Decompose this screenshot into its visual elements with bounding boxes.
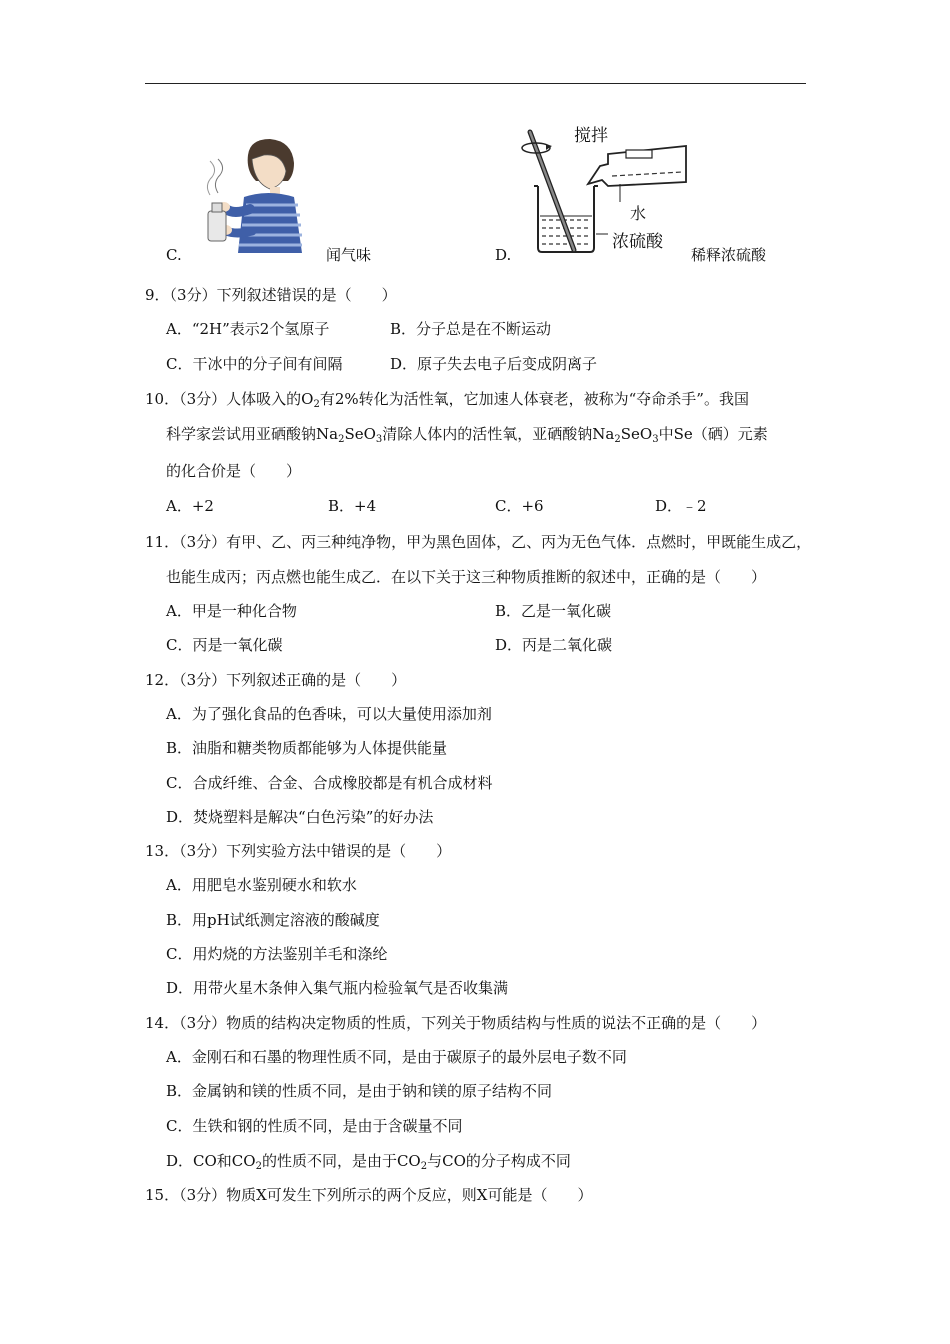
question-9-stem: 9．（3分）下列叙述错误的是（ ） — [145, 286, 397, 304]
stir-label: 搅拌 — [574, 126, 608, 146]
question-14-option-b: B．金属钠和镁的性质不同，是由于钠和镁的原子结构不同 — [166, 1082, 553, 1100]
water-label: 水 — [630, 204, 647, 223]
question-11-stem-line2: 也能生成丙；丙点燃也能生成乙．在以下关于这三种物质推断的叙述中，正确的是（ ） — [166, 568, 767, 586]
question-11-option-d: D．丙是二氧化碳 — [495, 636, 613, 654]
question-10-option-a: A．+2 — [166, 497, 214, 515]
question-13-option-c: C．用灼烧的方法鉴别羊毛和涤纶 — [166, 945, 388, 963]
question-10-option-b: B．+4 — [328, 497, 377, 515]
question-14-option-c: C．生铁和钢的性质不同，是由于含碳量不同 — [166, 1117, 463, 1135]
header-rule — [145, 83, 806, 84]
question-9-option-d: D．原子失去电子后变成阴离子 — [390, 355, 598, 373]
question-12-stem: 12．（3分）下列叙述正确的是（ ） — [145, 671, 407, 689]
smelling-illustration — [190, 135, 310, 253]
question-14-option-d: D．CO和$CO_2$的性质不同，是由于$CO_2$与CO的分子构成不同 — [166, 1152, 571, 1172]
question-9-option-c: C．干冰中的分子间有间隔 — [166, 355, 343, 373]
question-9-option-b: B．分子总是在不断运动 — [390, 320, 552, 338]
question-13-stem: 13．（3分）下列实验方法中错误的是（ ） — [145, 842, 452, 860]
question-14-stem: 14．（3分）物质的结构决定物质的性质，下列关于物质结构与性质的说法不正确的是（ ） — [145, 1014, 767, 1032]
question-14-option-a: A．金刚石和石墨的物理性质不同，是由于碳原子的最外层电子数不同 — [166, 1048, 627, 1066]
question-11-stem-line1: 11．（3分）有甲、乙、丙三种纯净物，甲为黑色固体，乙、丙为无色气体．点燃时，甲既能生成乙， — [145, 533, 812, 551]
question-12-option-d: D．焚烧塑料是解决“白色污染”的好办法 — [166, 808, 434, 826]
acid-label: 浓硫酸 — [612, 232, 663, 252]
question-10-stem-line2: 科学家尝试用亚硒酸钠$Na_2SeO_3$清除人体内的活性氧，亚硒酸钠$Na_2SeO_3$中Se（硒）元素 — [166, 425, 768, 445]
question-12-option-b: B．油脂和糖类物质都能够为人体提供能量 — [166, 739, 448, 757]
question-11-option-a: A．甲是一种化合物 — [166, 602, 297, 620]
question-10-option-d: D．﹣2 — [655, 497, 707, 515]
question-12-option-a: A．为了强化食品的色香味，可以大量使用添加剂 — [166, 705, 492, 723]
question-10-stem-line3: 的化合价是（ ） — [166, 462, 302, 480]
question-9-option-a: A．“2H”表示2个氢原子 — [166, 320, 330, 338]
question-11-option-b: B．乙是一氧化碳 — [495, 602, 612, 620]
question-15-stem: 15．（3分）物质X可发生下列所示的两个反应，则X可能是（ ） — [145, 1186, 593, 1204]
option-c-caption: 闻气味 — [326, 246, 372, 264]
option-c-letter: C. — [166, 246, 182, 264]
question-12-option-c: C．合成纤维、合金、合成橡胶都是有机合成材料 — [166, 774, 493, 792]
option-d-letter: D. — [495, 246, 512, 264]
question-11-option-c: C．丙是一氧化碳 — [166, 636, 283, 654]
question-10-option-c: C．+6 — [495, 497, 544, 515]
question-13-option-d: D．用带火星木条伸入集气瓶内检验氧气是否收集满 — [166, 979, 509, 997]
question-13-option-b: B．用pH试纸测定溶液的酸碱度 — [166, 911, 380, 929]
option-d-caption: 稀释浓硫酸 — [691, 246, 767, 264]
question-10-stem-line1: 10．（3分）人体吸入的$O_2$有2%转化为活性氧，它加速人体衰老，被称为“夺命杀手”。我国 — [145, 390, 749, 410]
question-13-option-a: A．用肥皂水鉴别硬水和软水 — [166, 876, 357, 894]
